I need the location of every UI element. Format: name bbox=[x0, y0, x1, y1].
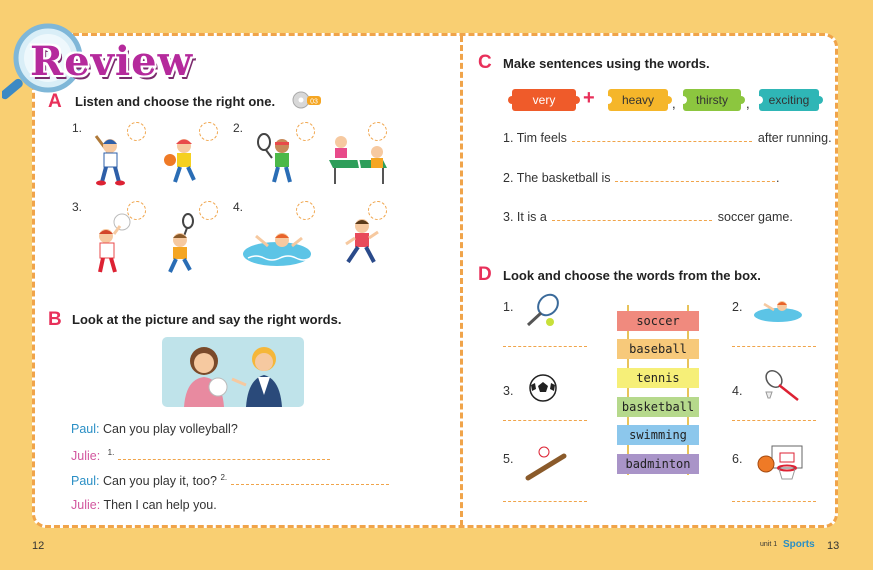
dialog-line: Can you play it, too? bbox=[102, 474, 217, 488]
puzzle-word: heavy bbox=[621, 93, 655, 107]
basketball-player-illustration bbox=[160, 132, 206, 186]
dialog-line: Then I can help you. bbox=[103, 498, 217, 512]
comma: , bbox=[672, 96, 676, 111]
review-logo bbox=[2, 14, 192, 94]
section-d-letter: D bbox=[478, 264, 492, 285]
word-box-item[interactable]: badminton bbox=[617, 454, 699, 474]
swimmer-icon bbox=[752, 294, 804, 324]
tennis-player-illustration bbox=[252, 132, 302, 186]
badminton-player-illustration bbox=[160, 212, 206, 274]
swimmer-illustration bbox=[240, 224, 314, 270]
word-box-item[interactable]: soccer bbox=[617, 311, 699, 331]
page-number-right: 13 bbox=[827, 540, 840, 552]
word-box-item[interactable]: basketball bbox=[617, 397, 699, 417]
soccer-ball-icon bbox=[528, 373, 558, 403]
section-d-number: 3. bbox=[503, 384, 514, 398]
sentence-number: 3. bbox=[503, 210, 514, 224]
runner-illustration bbox=[340, 216, 384, 272]
basketball-hoop-icon bbox=[756, 444, 806, 482]
section-d-number: 5. bbox=[503, 452, 514, 466]
section-d-number: 4. bbox=[732, 384, 743, 398]
word-box-item[interactable]: tennis bbox=[617, 368, 699, 388]
paul-julie-illustration bbox=[162, 337, 304, 407]
puzzle-word: very bbox=[532, 93, 556, 107]
answer-line[interactable] bbox=[503, 501, 587, 502]
sentence-number: 1. bbox=[503, 131, 514, 145]
section-d-number: 1. bbox=[503, 300, 514, 314]
word-box-item[interactable]: swimming bbox=[617, 425, 699, 445]
section-c-letter: C bbox=[478, 52, 492, 73]
sentence-end: . bbox=[775, 171, 780, 185]
answer-line[interactable] bbox=[732, 501, 816, 502]
volleyball-player-illustration bbox=[88, 212, 136, 274]
section-d-title: Look and choose the words from the box. bbox=[503, 268, 761, 283]
section-d-number: 2. bbox=[732, 300, 743, 314]
answer-circle[interactable] bbox=[296, 201, 315, 220]
section-d-number: 6. bbox=[732, 452, 743, 466]
section-b-letter: B bbox=[48, 309, 62, 330]
sentence-end: after running. bbox=[757, 131, 832, 145]
unit-label: unit 1 bbox=[760, 541, 778, 548]
answer-line[interactable] bbox=[732, 420, 816, 421]
cd-track-number: 03 bbox=[310, 98, 318, 106]
word-box-item[interactable]: baseball bbox=[617, 339, 699, 359]
word-puzzle-piece bbox=[608, 89, 668, 111]
column-divider bbox=[460, 36, 466, 526]
section-a-number: 3. bbox=[72, 200, 83, 214]
baseball-player-illustration bbox=[90, 132, 130, 186]
answer-blank[interactable] bbox=[615, 170, 775, 182]
blank-number: 1. bbox=[107, 448, 115, 457]
dialog-speaker: Julie: bbox=[71, 498, 101, 512]
dialog-speaker: Paul: bbox=[71, 474, 100, 488]
dialog-line: Can you play volleyball? bbox=[102, 422, 238, 436]
plus-sign: + bbox=[583, 87, 595, 109]
unit-title: Sports bbox=[783, 539, 815, 550]
section-c-title: Make sentences using the words. bbox=[503, 56, 710, 71]
sentence-number: 2. bbox=[503, 171, 514, 185]
section-a-number: 2. bbox=[233, 121, 244, 135]
answer-blank[interactable] bbox=[118, 448, 330, 460]
answer-blank[interactable] bbox=[231, 473, 389, 485]
word-puzzle-piece bbox=[683, 89, 741, 111]
section-a-title: Listen and choose the right one. bbox=[75, 94, 276, 109]
badminton-racket-icon bbox=[762, 368, 804, 402]
answer-blank[interactable] bbox=[552, 209, 712, 221]
sentence-end: soccer game. bbox=[717, 210, 793, 224]
dialog-speaker: Julie: bbox=[71, 449, 101, 463]
cd-icon[interactable] bbox=[292, 91, 322, 109]
section-a-number: 1. bbox=[72, 121, 83, 135]
sentence-start: It is a bbox=[516, 210, 547, 224]
section-a-number: 4. bbox=[233, 200, 244, 214]
answer-blank[interactable] bbox=[572, 130, 752, 142]
sentence-start: The basketball is bbox=[516, 171, 611, 185]
section-b-title: Look at the picture and say the right words. bbox=[72, 312, 342, 327]
answer-line[interactable] bbox=[503, 420, 587, 421]
review-title: Review bbox=[30, 38, 194, 85]
word-puzzle-piece bbox=[759, 89, 819, 111]
dialog-speaker: Paul: bbox=[71, 422, 100, 436]
baseball-bat-icon bbox=[524, 444, 570, 482]
word-puzzle-piece bbox=[512, 89, 576, 111]
answer-line[interactable] bbox=[503, 346, 587, 347]
section-a-letter: A bbox=[48, 91, 62, 112]
table-tennis-illustration bbox=[325, 130, 391, 186]
page-number-left: 12 bbox=[32, 540, 45, 552]
sentence-start: Tim feels bbox=[516, 131, 567, 145]
answer-line[interactable] bbox=[732, 346, 816, 347]
comma: , bbox=[746, 96, 750, 111]
tennis-racket-icon bbox=[522, 293, 562, 329]
blank-number: 2. bbox=[220, 473, 228, 482]
puzzle-word: thirsty bbox=[695, 93, 728, 107]
puzzle-word: exciting bbox=[768, 93, 810, 107]
